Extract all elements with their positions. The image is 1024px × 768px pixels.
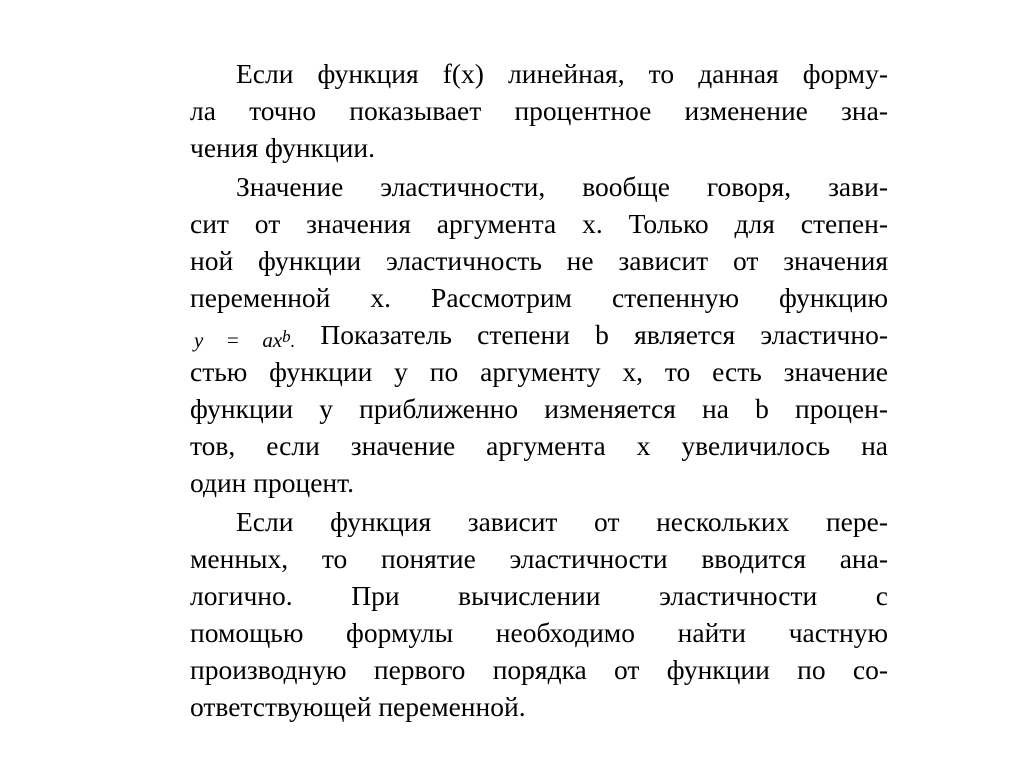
formula-lhs: y	[194, 328, 204, 352]
formula-line	[190, 316, 888, 353]
paragraph-2	[190, 168, 888, 501]
text-line: ответствующей переменной.	[190, 691, 526, 722]
text-line: функции y приближенно изменяется на b процен-	[190, 393, 888, 424]
text-line: производную первого порядка от функции по со-	[190, 654, 888, 685]
text-line: ла точно показывает процентное изменение зна-	[190, 95, 888, 126]
formula-dot: .	[290, 331, 296, 351]
text-line: логично. При вычислении эластичности с	[190, 580, 888, 611]
text-line: помощью формулы необходимо найти частную	[190, 617, 888, 648]
paragraph-1	[190, 55, 888, 166]
text-line: переменной x. Рассмотрим степенную функцию	[190, 282, 888, 313]
text-line: менных, то понятие эластичности вводится ана-	[190, 543, 888, 574]
formula-line-text: Показатель степени b является эластично-	[320, 319, 888, 350]
text-line: чения функции.	[190, 132, 375, 163]
power-function-formula	[190, 328, 295, 352]
text-line: Если функция f(x) линейная, то данная форму-	[236, 58, 888, 89]
text-line: ной функции эластичность не зависит от значения	[190, 245, 888, 276]
formula-exponent: b	[282, 327, 291, 346]
text-line: один процент.	[190, 467, 354, 498]
text-line: Значение эластичности, вообще говоря, зави-	[236, 171, 888, 202]
formula-equals: =	[226, 328, 239, 352]
document-page	[190, 55, 888, 725]
formula-base: ax	[262, 328, 283, 352]
paragraph-3	[190, 503, 888, 725]
text-line: тов, если значение аргумента x увеличилось на	[190, 430, 888, 461]
text-line: сит от значения аргумента x. Только для степен-	[190, 208, 888, 239]
text-line: стью функции y по аргументу x, то есть значение	[190, 356, 888, 387]
text-line: Если функция зависит от нескольких пере-	[236, 506, 888, 537]
